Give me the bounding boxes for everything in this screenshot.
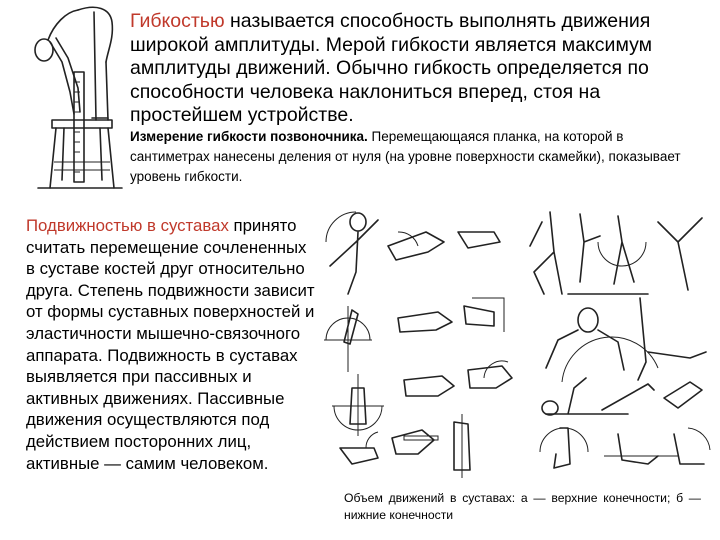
- joint-range-of-motion-figure: [318, 202, 713, 482]
- flexibility-definition-text: называется способность выполнять движения широкой амплитуды. Мерой гибкости является максимум амплитуды движений. Обычно гибкость определяется по способности человека наклониться вперед, стоя на простейшем устройстве.: [130, 10, 653, 126]
- shoulder-flexion-drawing: [326, 212, 500, 294]
- term-flexibility: Гибкостью: [130, 10, 225, 32]
- measurement-text: Перемещающаяся планка, на которой в сантиметрах нанесены деления от нуля (на уровне поверхности скамейки), показывает уровень гибкости.: [130, 129, 681, 184]
- stool: [50, 120, 114, 188]
- joint-mobility-text: принято считать перемещение сочлененных в суставе костей друг относительно друга. Степень подвижности зависит от формы суставных поверхностей и эластичности мышечно-связочного аппарата. Подвижность в суставах выявляется при пассивных и активных движениях. Пассивные движения осуществляются под действием посторонних лиц, активные — самим человеком.: [26, 216, 315, 473]
- measurement-heading: Измерение гибкости позвоночника.: [130, 129, 368, 144]
- measuring-ruler: [74, 72, 84, 182]
- forearm-rotation-drawing: [332, 361, 512, 436]
- spine-measurement-note: [130, 127, 705, 187]
- joint-mobility-paragraph: [26, 215, 318, 474]
- term-joint-mobility: Подвижностью в суставах: [26, 216, 229, 235]
- wrist-deviation-drawing: [324, 298, 504, 372]
- flexibility-definition: [130, 10, 700, 128]
- leg-flexion-drawing: [530, 212, 702, 294]
- lying-leg-raise-drawing: [542, 337, 702, 415]
- ankle-rotation-drawing: [540, 428, 710, 468]
- flexibility-test-illustration: [14, 2, 124, 197]
- figure-caption: Объем движений в суставах: а — верхние конечности; б — нижние конечности: [344, 491, 701, 522]
